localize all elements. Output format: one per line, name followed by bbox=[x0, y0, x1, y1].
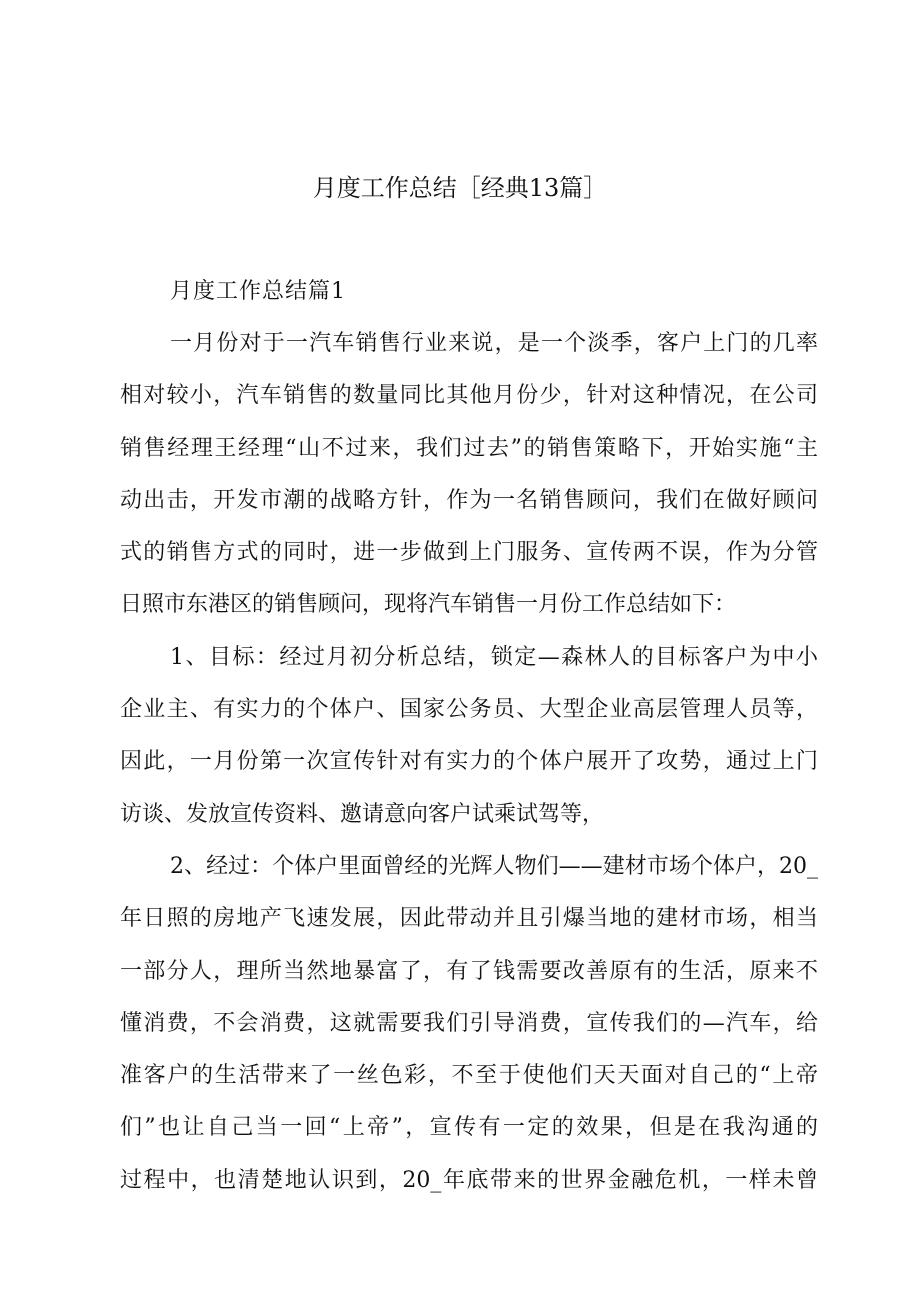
text-line: 年日照的房地产飞速发展，因此带动并且引爆当地的建材市场，相当 bbox=[120, 906, 818, 932]
text-line: 销售经理王经理“山不过来，我们过去”的销售策略下，开始实施“主 bbox=[120, 435, 818, 461]
text-line: 懂消费，不会消费，这就需要我们引导消费，宣传我们的—汽车，给 bbox=[120, 1010, 818, 1036]
paragraph-process bbox=[120, 841, 818, 1207]
paragraph-intro bbox=[120, 318, 818, 632]
text-line: 式的销售方式的同时，进一步做到上门服务、宣传两不误，作为分管 bbox=[120, 540, 818, 566]
paragraph-goal bbox=[120, 632, 818, 841]
text-line: 动出击，开发市潮的战略方针，作为一名销售顾问，我们在做好顾问 bbox=[120, 487, 818, 513]
text-line: 一部分人，理所当然地暴富了，有了钱需要改善原有的生活，原来不 bbox=[120, 958, 818, 984]
text-line: 日照市东港区的销售顾问，现将汽车销售一月份工作总结如下： bbox=[120, 592, 737, 618]
text-line: 访谈、发放宣传资料、邀请意向客户试乘试驾等， bbox=[120, 801, 605, 827]
text-line: 相对较小，汽车销售的数量同比其他月份少，针对这种情况，在公司 bbox=[120, 383, 818, 409]
text-line: 一月份对于一汽车销售行业来说，是一个淡季，客户上门的几率 bbox=[170, 331, 818, 356]
text-line: 1、目标：经过月初分析总结，锁定—森林人的目标客户为中小 bbox=[170, 644, 818, 670]
section-heading: 月度工作总结篇1 bbox=[170, 279, 346, 304]
document-title: 月度工作总结［经典13篇］ bbox=[312, 174, 608, 202]
text-line: 因此，一月份第一次宣传针对有实力的个体户展开了攻势，通过上门 bbox=[120, 749, 818, 775]
text-line: 过程中，也清楚地认识到，20_年底带来的世界金融危机，一样未曾 bbox=[120, 1167, 818, 1193]
text-line: 2、经过：个体户里面曾经的光辉人物们——建材市场个体户，20_ bbox=[170, 853, 818, 879]
text-line: 们”也让自己当一回“上帝”，宣传有一定的效果，但是在我沟通的 bbox=[120, 1115, 818, 1141]
text-line: 企业主、有实力的个体户、国家公务员、大型企业高层管理人员等， bbox=[120, 697, 818, 723]
text-line: 准客户的生活带来了一丝色彩，不至于使他们天天面对自己的“上帝 bbox=[120, 1063, 818, 1089]
document-body bbox=[120, 266, 818, 1207]
